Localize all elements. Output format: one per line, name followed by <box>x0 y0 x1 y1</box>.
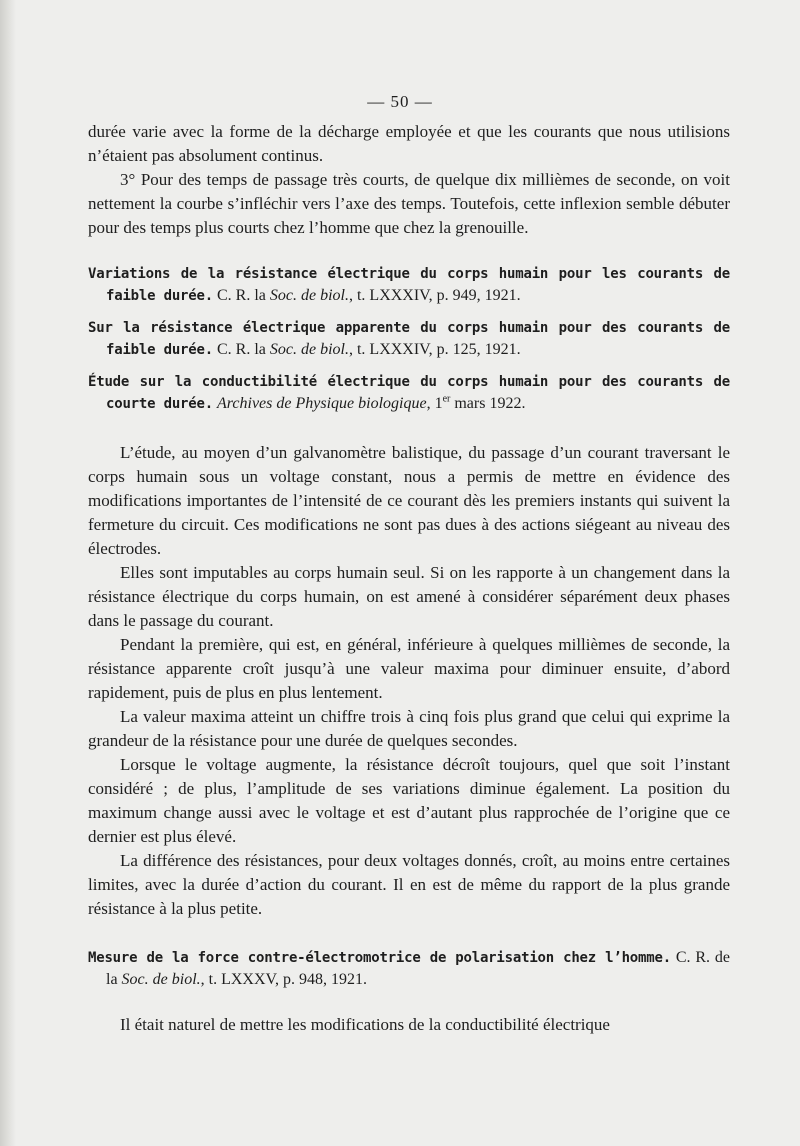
reference-source: C. R. la <box>216 341 266 358</box>
reference-details: , 1 <box>426 395 443 412</box>
paragraph-continuation: durée varie avec la forme de la décharge employée et que les courants que nous utilisions n’étaient pas absolument continus. <box>88 122 730 165</box>
reference-title: Sur la résistance électrique apparente du corps humain pour des courants de faible durée. <box>88 320 730 358</box>
reference-1 <box>88 263 730 307</box>
reference-title: Variations de la résistance électrique du corps humain pour les courants de faible durée. <box>88 266 730 304</box>
reference-4 <box>88 947 730 991</box>
paragraph-point-3: 3° Pour des temps de passage très courts, de quelque dix millièmes de seconde, on voit nettement la courbe s’infléchir vers l’axe des temps. Toutefois, cette inflexion semble débuter pour des temps plus courts chez l’homme que chez la grenouille. <box>88 170 730 237</box>
reference-superscript: er <box>442 393 451 405</box>
paragraph-1: L’étude, au moyen d’un galvanomètre balistique, du passage d’un courant traversant le corps humain sous un voltage constant, nous a permis de mettre en évidence des modifications importantes de l’intensité de ce courant dès les premiers instants qui suivent la fermeture du circuit. Ces modifications ne sont pas dues à des actions siégeant au niveau des électrodes. <box>88 443 730 558</box>
reference-details: , t. LXXXV, p. 948, 1921. <box>200 971 368 988</box>
page-number: — 50 — <box>367 92 433 111</box>
reference-title: Mesure de la force contre-électromotrice de polarisation chez l’homme. <box>88 950 671 966</box>
paragraph-6: La différence des résistances, pour deux voltages donnés, croît, au moins entre certaines limites, avec la durée d’action du courant. Il en est de même du rapport de la plus grande résistance à la plus petite. <box>88 851 730 918</box>
reference-source: C. R. la <box>216 287 266 304</box>
paragraph-5: Lorsque le voltage augmente, la résistance décroît toujours, quel que soit l’instant considéré ; de plus, l’amplitude de ses variations diminue également. La position du maximum change aussi avec le voltage et est d’autant plus rapprochée de l’origine que ce dernier est plus élevé. <box>88 755 730 846</box>
reference-journal: Soc. de biol. <box>269 341 349 358</box>
reference-details: , t. LXXXIV, p. 949, 1921. <box>348 287 521 304</box>
reference-2 <box>88 317 730 361</box>
reference-journal: Soc. de biol. <box>269 287 349 304</box>
paragraph-2: Elles sont imputables au corps humain seul. Si on les rapporte à un changement dans la résistance électrique du corps humain, on est amené à considérer séparément deux phases dans le passage du courant. <box>88 563 730 630</box>
reference-journal: Archives de Physique biologique <box>216 395 427 412</box>
paragraph-3: Pendant la première, qui est, en général, inférieure à quelques millièmes de seconde, la résistance apparente croît jusqu’à une valeur maxima pour diminuer ensuite, d’abord rapidement, puis de plus en plus lentement. <box>88 635 730 702</box>
reference-journal: Soc. de biol. <box>121 971 201 988</box>
page-edge-shadow <box>0 0 16 1146</box>
page-content <box>88 120 730 1037</box>
reference-title: Étude sur la conductibilité électrique du corps humain pour des courants de courte durée. <box>88 374 730 412</box>
reference-3 <box>88 371 730 415</box>
paragraph-4: La valeur maxima atteint un chiffre trois à cinq fois plus grand que celui qui exprime la grandeur de la résistance pour une durée de quelques secondes. <box>88 707 730 750</box>
reference-date: mars 1922. <box>450 395 526 412</box>
paragraph-final: Il était naturel de mettre les modifications de la conductibilité électrique <box>120 1015 610 1034</box>
reference-details: , t. LXXXIV, p. 125, 1921. <box>348 341 521 358</box>
reference-source: C. R. de la <box>106 949 731 988</box>
